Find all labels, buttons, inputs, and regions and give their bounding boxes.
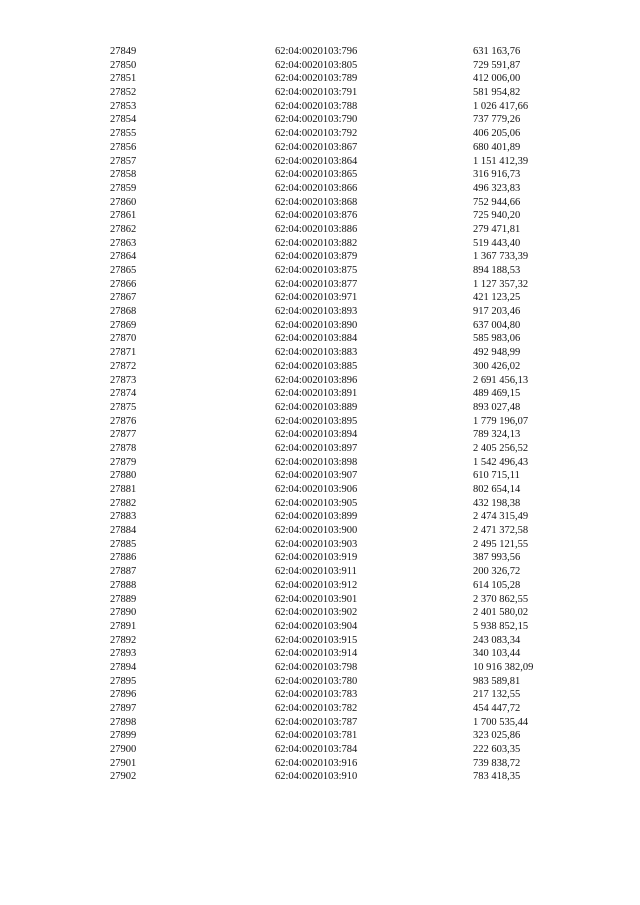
cadastral-value: 614 105,28 [473, 579, 521, 591]
cadastral-number: 62:04:0020103:914 [275, 648, 358, 660]
cadastral-value: 2 401 580,02 [473, 607, 529, 619]
row-number: 27892 [110, 634, 137, 646]
row-number: 27889 [110, 593, 137, 605]
row-number: 27893 [110, 648, 137, 660]
row-number: 27854 [110, 114, 137, 126]
row-number: 27871 [110, 347, 137, 359]
cadastral-number: 62:04:0020103:805 [275, 59, 358, 71]
table-row [0, 237, 640, 251]
row-number: 27859 [110, 182, 137, 194]
cadastral-number: 62:04:0020103:787 [275, 716, 358, 728]
row-number: 27851 [110, 73, 137, 85]
table-row [0, 579, 640, 593]
cadastral-value: 1 151 412,39 [473, 155, 529, 167]
table-row [0, 305, 640, 319]
cadastral-number: 62:04:0020103:884 [275, 333, 358, 345]
table-row [0, 510, 640, 524]
cadastral-value: 893 027,48 [473, 401, 521, 413]
cadastral-value: 680 401,89 [473, 141, 521, 153]
cadastral-number: 62:04:0020103:971 [275, 292, 358, 304]
cadastral-value: 894 188,53 [473, 265, 521, 276]
row-number: 27853 [110, 100, 137, 112]
table-row [0, 127, 640, 141]
table-row [0, 675, 640, 689]
row-number: 27888 [110, 579, 137, 591]
cadastral-number: 62:04:0020103:882 [275, 237, 358, 249]
table-row [0, 168, 640, 182]
table-row [0, 716, 640, 730]
row-number: 27861 [110, 210, 137, 222]
cadastral-number: 62:04:0020103:780 [275, 675, 358, 687]
table-row [0, 278, 640, 292]
table-row [0, 469, 640, 483]
cadastral-value: 279 471,81 [473, 223, 521, 235]
row-number: 27864 [110, 251, 137, 263]
cadastral-value: 1 026 417,66 [473, 100, 529, 112]
cadastral-value: 421 123,25 [473, 292, 521, 304]
cadastral-value: 222 603,35 [473, 744, 521, 756]
cadastral-value: 432 198,38 [473, 497, 521, 509]
cadastral-value: 406 205,06 [473, 128, 521, 140]
cadastral-value: 637 004,80 [473, 319, 521, 331]
row-number: 27868 [110, 306, 137, 318]
cadastral-value: 316 916,73 [473, 169, 521, 181]
table-row [0, 456, 640, 470]
cadastral-number: 62:04:0020103:883 [275, 347, 358, 359]
cadastral-value: 1 367 733,39 [473, 251, 529, 263]
cadastral-number: 62:04:0020103:900 [275, 525, 358, 537]
cadastral-number: 62:04:0020103:903 [275, 538, 358, 550]
table-row [0, 757, 640, 771]
table-row [0, 319, 640, 333]
row-number: 27879 [110, 456, 137, 468]
cadastral-value: 340 103,44 [473, 648, 521, 660]
cadastral-number: 62:04:0020103:792 [275, 128, 358, 140]
cadastral-number: 62:04:0020103:889 [275, 401, 358, 413]
cadastral-number: 62:04:0020103:906 [275, 484, 358, 495]
cadastral-value: 802 654,14 [473, 484, 521, 495]
cadastral-value: 729 591,87 [473, 59, 521, 71]
cadastral-number: 62:04:0020103:894 [275, 429, 358, 441]
cadastral-number: 62:04:0020103:798 [275, 661, 358, 673]
row-number: 27872 [110, 360, 137, 372]
cadastral-number: 62:04:0020103:864 [275, 155, 358, 167]
table-row [0, 483, 640, 497]
table-row [0, 374, 640, 388]
cadastral-number: 62:04:0020103:898 [275, 456, 358, 468]
table-row [0, 155, 640, 169]
row-number: 27870 [110, 333, 137, 345]
table-row [0, 100, 640, 114]
cadastral-number: 62:04:0020103:907 [275, 470, 358, 482]
row-number: 27901 [110, 757, 137, 769]
table-row [0, 497, 640, 511]
cadastral-value: 10 916 382,09 [473, 661, 534, 673]
cadastral-number: 62:04:0020103:895 [275, 415, 358, 427]
row-number: 27883 [110, 511, 137, 523]
cadastral-number: 62:04:0020103:879 [275, 251, 358, 263]
cadastral-number: 62:04:0020103:905 [275, 497, 358, 509]
table-row [0, 415, 640, 429]
row-number: 27877 [110, 429, 137, 441]
table-row [0, 332, 640, 346]
table-row [0, 86, 640, 100]
cadastral-value: 2 370 862,55 [473, 593, 529, 605]
row-number: 27852 [110, 87, 137, 99]
row-number: 27894 [110, 661, 137, 673]
row-number: 27875 [110, 401, 137, 413]
cadastral-number: 62:04:0020103:910 [275, 771, 358, 783]
table-row [0, 524, 640, 538]
row-number: 27874 [110, 388, 137, 400]
cadastral-number: 62:04:0020103:915 [275, 634, 358, 646]
row-number: 27891 [110, 620, 137, 632]
table-row [0, 250, 640, 264]
cadastral-value: 200 326,72 [473, 566, 521, 578]
table-row [0, 620, 640, 634]
row-number: 27862 [110, 223, 137, 235]
cadastral-number: 62:04:0020103:916 [275, 757, 358, 769]
cadastral-number: 62:04:0020103:790 [275, 114, 358, 126]
cadastral-value: 2 691 456,13 [473, 374, 529, 386]
cadastral-number: 62:04:0020103:877 [275, 278, 358, 290]
table-row [0, 634, 640, 648]
row-number: 27860 [110, 196, 137, 208]
cadastral-number: 62:04:0020103:893 [275, 306, 358, 318]
cadastral-number: 62:04:0020103:791 [275, 87, 358, 99]
row-number: 27857 [110, 155, 137, 167]
cadastral-number: 62:04:0020103:899 [275, 511, 358, 523]
cadastral-value: 610 715,11 [473, 470, 520, 482]
table-row [0, 264, 640, 278]
table-row [0, 291, 640, 305]
table-row [0, 688, 640, 702]
cadastral-number: 62:04:0020103:897 [275, 442, 358, 454]
cadastral-number: 62:04:0020103:912 [275, 579, 358, 591]
row-number: 27899 [110, 730, 137, 742]
cadastral-value: 5 938 852,15 [473, 620, 529, 632]
cadastral-value: 739 838,72 [473, 757, 521, 769]
table-row [0, 428, 640, 442]
cadastral-value: 1 779 196,07 [473, 415, 529, 427]
cadastral-number: 62:04:0020103:875 [275, 265, 358, 276]
cadastral-value: 789 324,13 [473, 429, 521, 441]
cadastral-number: 62:04:0020103:902 [275, 607, 358, 619]
cadastral-value: 585 983,06 [473, 333, 521, 345]
cadastral-value: 752 944,66 [473, 196, 521, 208]
cadastral-table [0, 45, 640, 784]
table-row [0, 223, 640, 237]
cadastral-value: 2 495 121,55 [473, 538, 529, 550]
row-number: 27882 [110, 497, 137, 509]
cadastral-value: 2 471 372,58 [473, 525, 529, 537]
row-number: 27890 [110, 607, 137, 619]
cadastral-number: 62:04:0020103:904 [275, 620, 358, 632]
table-row [0, 209, 640, 223]
cadastral-number: 62:04:0020103:783 [275, 689, 358, 701]
cadastral-number: 62:04:0020103:886 [275, 223, 358, 235]
cadastral-value: 725 940,20 [473, 210, 521, 222]
row-number: 27887 [110, 566, 137, 578]
cadastral-value: 519 443,40 [473, 237, 521, 249]
cadastral-number: 62:04:0020103:891 [275, 388, 358, 400]
cadastral-value: 217 132,55 [473, 689, 521, 701]
cadastral-value: 323 025,86 [473, 730, 521, 742]
cadastral-value: 917 203,46 [473, 306, 521, 318]
cadastral-value: 2 405 256,52 [473, 442, 529, 454]
table-row [0, 113, 640, 127]
row-number: 27895 [110, 675, 137, 687]
row-number: 27855 [110, 128, 137, 140]
cadastral-number: 62:04:0020103:782 [275, 703, 358, 714]
table-row [0, 387, 640, 401]
cadastral-value: 454 447,72 [473, 703, 521, 714]
cadastral-number: 62:04:0020103:919 [275, 552, 358, 564]
cadastral-value: 737 779,26 [473, 114, 521, 126]
cadastral-value: 983 589,81 [473, 675, 521, 687]
table-row [0, 770, 640, 784]
table-row [0, 551, 640, 565]
cadastral-number: 62:04:0020103:867 [275, 141, 358, 153]
table-row [0, 346, 640, 360]
cadastral-value: 2 474 315,49 [473, 511, 529, 523]
cadastral-value: 631 163,76 [473, 46, 521, 57]
table-row [0, 45, 640, 59]
cadastral-number: 62:04:0020103:865 [275, 169, 358, 181]
row-number: 27880 [110, 470, 137, 482]
row-number: 27858 [110, 169, 137, 181]
cadastral-value: 492 948,99 [473, 347, 521, 359]
table-row [0, 182, 640, 196]
cadastral-number: 62:04:0020103:885 [275, 360, 358, 372]
cadastral-value: 300 426,02 [473, 360, 521, 372]
row-number: 27896 [110, 689, 137, 701]
table-row [0, 661, 640, 675]
row-number: 27897 [110, 703, 137, 714]
row-number: 27865 [110, 265, 137, 276]
table-row [0, 606, 640, 620]
cadastral-number: 62:04:0020103:868 [275, 196, 358, 208]
row-number: 27881 [110, 484, 137, 495]
table-row [0, 196, 640, 210]
table-row [0, 72, 640, 86]
cadastral-value: 412 006,00 [473, 73, 521, 85]
cadastral-number: 62:04:0020103:896 [275, 374, 358, 386]
table-row [0, 360, 640, 374]
cadastral-number: 62:04:0020103:796 [275, 46, 358, 57]
row-number: 27849 [110, 46, 137, 57]
row-number: 27850 [110, 59, 137, 71]
table-row [0, 401, 640, 415]
cadastral-number: 62:04:0020103:901 [275, 593, 358, 605]
row-number: 27900 [110, 744, 137, 756]
cadastral-number: 62:04:0020103:890 [275, 319, 358, 331]
table-row [0, 59, 640, 73]
row-number: 27856 [110, 141, 137, 153]
row-number: 27898 [110, 716, 137, 728]
row-number: 27886 [110, 552, 137, 564]
cadastral-value: 496 323,83 [473, 182, 521, 194]
row-number: 27884 [110, 525, 137, 537]
cadastral-number: 62:04:0020103:789 [275, 73, 358, 85]
row-number: 27876 [110, 415, 137, 427]
cadastral-value: 387 993,56 [473, 552, 521, 564]
row-number: 27885 [110, 538, 137, 550]
row-number: 27867 [110, 292, 137, 304]
cadastral-value: 243 083,34 [473, 634, 521, 646]
table-row [0, 702, 640, 716]
cadastral-value: 1 127 357,32 [473, 278, 529, 290]
cadastral-value: 581 954,82 [473, 87, 521, 99]
cadastral-number: 62:04:0020103:866 [275, 182, 358, 194]
row-number: 27869 [110, 319, 137, 331]
table-row [0, 729, 640, 743]
cadastral-number: 62:04:0020103:911 [275, 566, 357, 578]
row-number: 27878 [110, 442, 137, 454]
table-row [0, 647, 640, 661]
table-row [0, 743, 640, 757]
cadastral-number: 62:04:0020103:781 [275, 730, 358, 742]
cadastral-value: 1 542 496,43 [473, 456, 529, 468]
row-number: 27866 [110, 278, 137, 290]
cadastral-number: 62:04:0020103:788 [275, 100, 358, 112]
table-row [0, 141, 640, 155]
table-row [0, 442, 640, 456]
row-number: 27873 [110, 374, 137, 386]
table-row [0, 538, 640, 552]
table-row [0, 593, 640, 607]
cadastral-value: 1 700 535,44 [473, 716, 529, 728]
row-number: 27902 [110, 771, 137, 783]
cadastral-number: 62:04:0020103:876 [275, 210, 358, 222]
cadastral-value: 489 469,15 [473, 388, 521, 400]
cadastral-number: 62:04:0020103:784 [275, 744, 358, 756]
row-number: 27863 [110, 237, 137, 249]
cadastral-value: 783 418,35 [473, 771, 521, 783]
table-row [0, 565, 640, 579]
